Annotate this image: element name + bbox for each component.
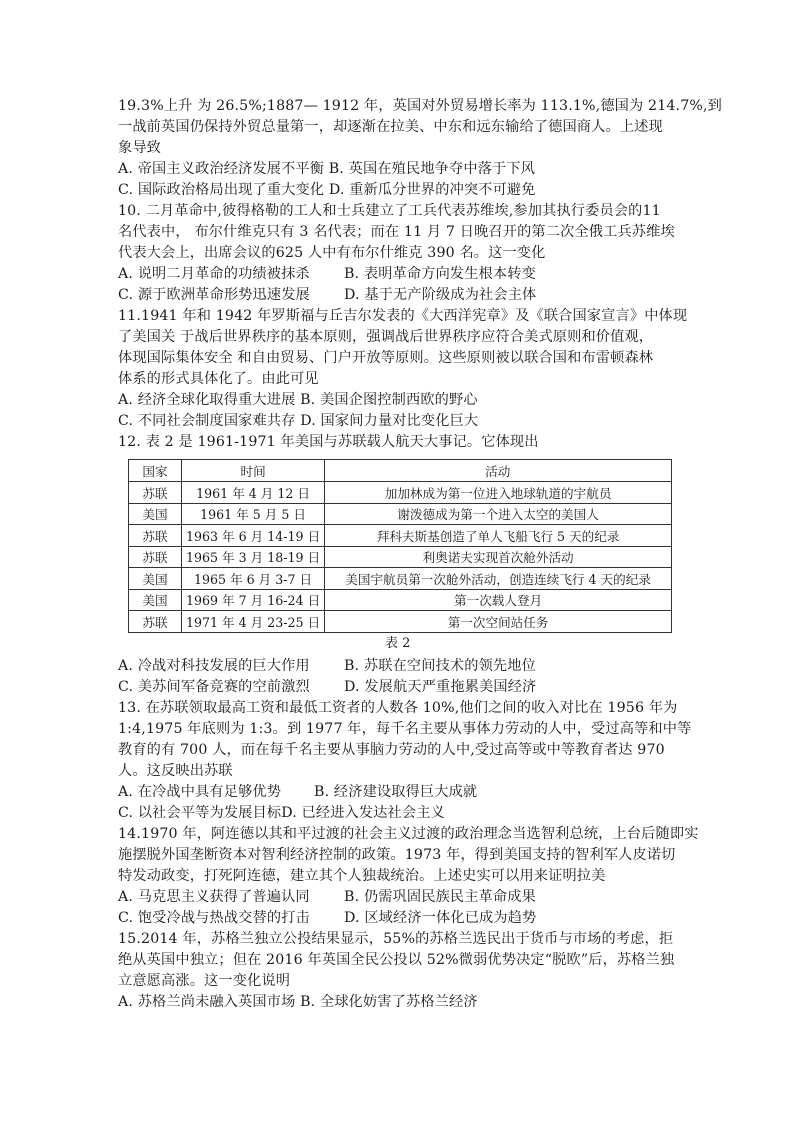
q14-stem-line-3: 特发动政变，打死阿连德，建立其个人独裁统治。上述史实可以用来证明拉美 (118, 868, 606, 884)
q11-stem-line-2: 了美国关 于战后世界秩序的基本原则，强调战后世界秩序应符合美式原则和价值观， (118, 329, 654, 345)
table-row (129, 503, 672, 525)
table-cell-country: 苏联 (129, 525, 182, 547)
table-cell-date: 1963 年 6 月 14-19 日 (182, 525, 325, 547)
q11-stem-line-1: 11.1941 年和 1942 年罗斯福与丘吉尔发表的《大西洋宪章》及《联合国家宣言》中体现 (118, 308, 688, 324)
table-row (129, 589, 672, 611)
table-header-country: 国家 (129, 460, 182, 482)
table-row (129, 611, 672, 633)
table-header-activity: 活动 (325, 460, 672, 482)
q10-option-b: B. 表明革命方向发生根本转变 (344, 266, 536, 282)
table-cell-country: 美国 (129, 503, 182, 525)
table-cell-country: 苏联 (129, 611, 182, 633)
table-cell-country: 美国 (129, 568, 182, 590)
table-cell-date: 1969 年 7 月 16-24 日 (182, 589, 325, 611)
table-cell-activity: 第一次空间站任务 (325, 611, 672, 633)
q14-stem-line-2: 施摆脱外国垄断资本对智利经济控制的政策。1973 年，得到美国支持的智利军人皮诺切 (118, 847, 676, 863)
table-cell-activity: 拜科夫斯基创造了单人飞船飞行 5 天的纪录 (325, 525, 672, 547)
q14-stem-line-1: 14.1970 年，阿连德以其和平过渡的社会主义过渡的政治理念当选智利总统，上台后随即实 (118, 826, 699, 842)
q12-option-c: C. 美苏间军备竞赛的空前激烈 (118, 679, 310, 695)
table-cell-country: 苏联 (129, 482, 182, 504)
table-header-row (129, 460, 672, 482)
q12-stem-line-1: 12. 表 2 是 1961-1971 年美国与苏联载人航天大事记。它体现出 (118, 434, 539, 450)
q12-option-d: D. 发展航天严重拖累美国经济 (344, 679, 537, 695)
q13-option-a: A. 在冷战中具有足够优势 (118, 784, 282, 800)
q15-stem-line-2: 绝从英国中独立；但在 2016 年英国全民公投以 52%微弱优势决定“脱欧”后，苏格兰独 (118, 952, 675, 968)
table-cell-country: 美国 (129, 589, 182, 611)
q14-option-c: C. 饱受冷战与热战交替的打击 (118, 910, 310, 926)
q15-option-ab: A. 苏格兰尚未融入英国市场 B. 全球化妨害了苏格兰经济 (118, 994, 478, 1010)
q10-option-d: D. 基于无产阶级成为社会主体 (344, 287, 537, 303)
table-cell-activity: 利奥诺夫实现首次舱外活动 (325, 546, 672, 568)
q10-option-c: C. 源于欧洲革命形势迅速发展 (118, 287, 310, 303)
q13-option-b: B. 经济建设取得巨大成就 (314, 784, 478, 800)
q10-option-a: A. 说明二月革命的功绩被抹杀 (118, 266, 310, 282)
q10-stem-line-3: 代表大会上，出席会议的625 人中有布尔什维克 390 名。这一变化 (118, 245, 546, 261)
table-caption: 表 2 (385, 636, 411, 651)
q12-option-b: B. 苏联在空间技术的领先地位 (344, 658, 536, 674)
q13-stem-line-3: 教育的有 700 人，而在每千名主要从事脑力劳动的人中,受过高等或中等教育者达 970 (118, 742, 665, 758)
q15-stem-line-1: 15.2014 年，苏格兰独立公投结果显示，55%的苏格兰选民出于货币与市场的考虑，拒 (118, 931, 674, 947)
q14-option-b: B. 仍需巩固民族民主革命成果 (344, 889, 536, 905)
q9-stem-line-3: 象导致 (118, 140, 162, 156)
table-cell-activity: 第一次载人登月 (325, 589, 672, 611)
q11-stem-line-3: 体现国际集体安全 和自由贸易、门户开放等原则。这些原则被以联合国和布雷顿森林 (118, 350, 654, 366)
q11-option-ab: A. 经济全球化取得重大进展 B. 美国企图控制西欧的野心 (118, 392, 478, 408)
q9-option-cd: C. 国际政治格局出现了重大变化 D. 重新瓜分世界的冲突不可避免 (118, 182, 536, 198)
table-header-date: 时间 (182, 460, 325, 482)
table-cell-date: 1961 年 5 月 5 日 (182, 503, 325, 525)
spaceflight-events-table (128, 459, 672, 633)
table-cell-activity: 谢泼德成为第一个进入太空的美国人 (325, 503, 672, 525)
q9-stem-line-1: 19.3%上升 为 26.5%;1887— 1912 年，英国对外贸易增长率为 113.1%,德国为 214.7%,到 (118, 98, 723, 114)
q13-stem-line-1: 13. 在苏联领取最高工资和最低工资者的人数各 10%,他们之间的收入对比在 1956 年为 (118, 700, 678, 716)
q13-stem-line-2: 1:4,1975 年底则为 1:3。到 1977 年，每千名主要从事体力劳动的人中，受过高等和中等 (118, 721, 692, 737)
q10-stem-line-2: 名代表中， 布尔什维克只有 3 名代表；而在 11 月 7 日晚召开的第二次全俄工兵苏维埃 (118, 224, 675, 240)
table-cell-date: 1965 年 3 月 18-19 日 (182, 546, 325, 568)
q14-option-a: A. 马克思主义获得了普遍认同 (118, 889, 310, 905)
q9-option-ab: A. 帝国主义政治经济发展不平衡 B. 英国在殖民地争夺中落于下风 (118, 161, 536, 177)
table-cell-activity: 美国宇航员第一次舱外活动，创造连续飞行 4 天的纪录 (325, 568, 672, 590)
q10-stem-line-1: 10. 二月革命中,彼得格勒的工人和士兵建立了工兵代表苏维埃,参加其执行委员会的11 (118, 203, 661, 219)
table-cell-country: 苏联 (129, 546, 182, 568)
table-row (129, 568, 672, 590)
q11-option-cd: C. 不同社会制度国家难共存 D. 国家间力量对比变化巨大 (118, 413, 479, 429)
table-cell-date: 1971 年 4 月 23-25 日 (182, 611, 325, 633)
q12-option-a: A. 冷战对科技发展的巨大作用 (118, 658, 310, 674)
table-cell-date: 1961 年 4 月 12 日 (182, 482, 325, 504)
table-cell-date: 1965 年 6 月 3-7 日 (182, 568, 325, 590)
q13-option-cd: C. 以社会平等为发展目标D. 已经进入发达社会主义 (118, 805, 445, 821)
q13-stem-line-4: 人。这反映出苏联 (118, 763, 233, 779)
q15-stem-line-3: 立意愿高涨。这一变化说明 (118, 973, 291, 989)
q14-option-d: D. 区域经济一体化已成为趋势 (344, 910, 537, 926)
q11-stem-line-4: 体系的形式具体化了。由此可见 (118, 371, 319, 387)
table-row (129, 482, 672, 504)
table-cell-activity: 加加林成为第一位进入地球轨道的宇航员 (325, 482, 672, 504)
table-row (129, 525, 672, 547)
table-row (129, 546, 672, 568)
q9-stem-line-2: 一战前英国仍保持外贸总量第一，却逐渐在拉美、中东和远东输给了德国商人。上述现 (118, 119, 663, 135)
